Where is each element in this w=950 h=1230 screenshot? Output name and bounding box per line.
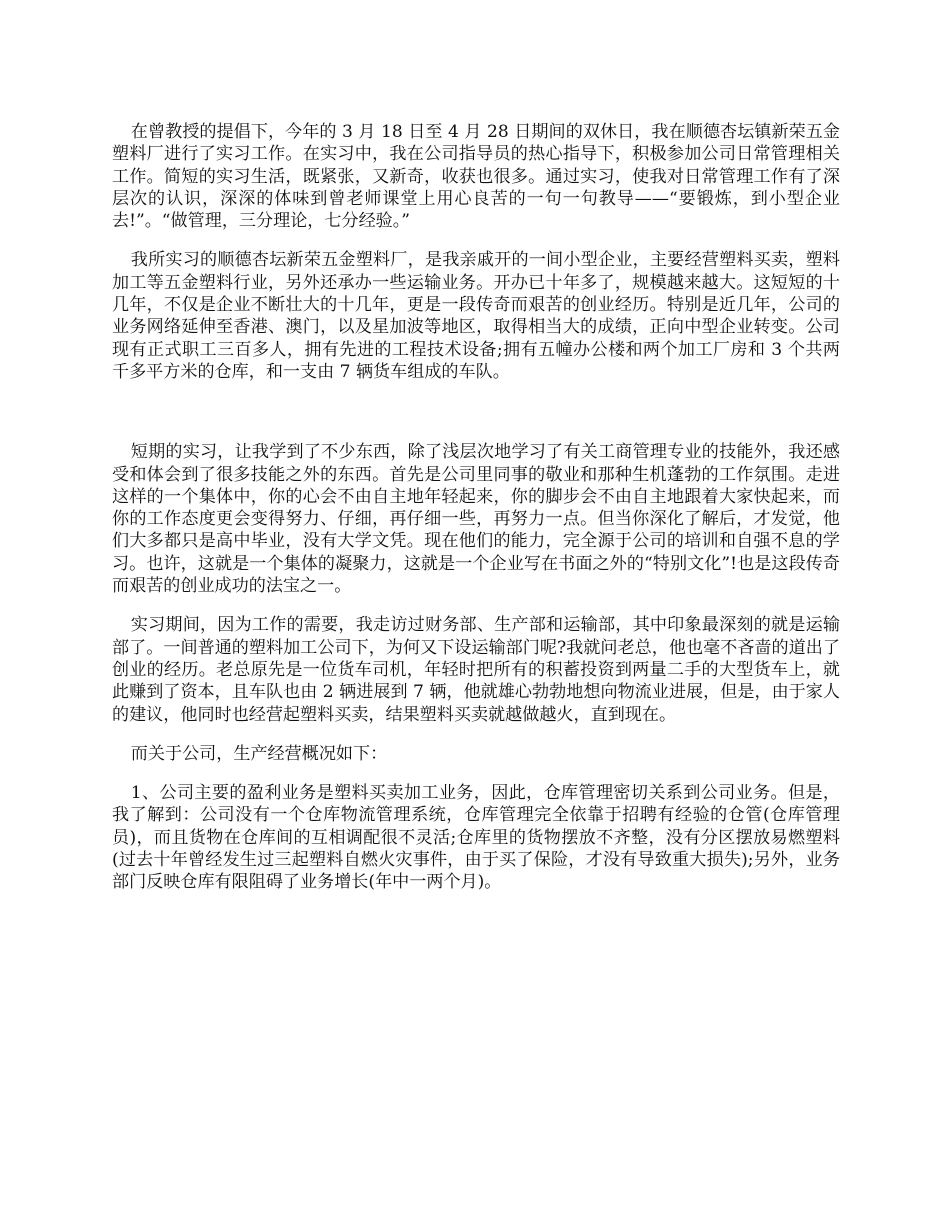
paragraph-spacer <box>112 726 840 743</box>
paragraph-spacer <box>112 232 840 249</box>
paragraph-5: 而关于公司，生产经营概况如下： <box>130 743 388 764</box>
paragraph-3: 短期的实习，让我学到了不少东西，除了浅层次地学习了有关工商管理专业的技能外，我还感受和体会到了很多技能之外的东西。首先是公司里同事的敬业和那种生机蓬勃的工作氛围。走进这样的一个集体中，你的心会不由自主地年轻起来，你的脚步会不由自主地跟着大家快起来，而你的工作态度更会变得努力、仔细，再仔细一些，再努力一点。但当你深化了解后，才发觉，他们大多都只是高中毕业，没有大学文凭。现在他们的能力，完全源于公司的培训和自强不息的学习。也许，这就是一个集体的凝聚力，这就是一个企业写在书面之外的“特别文化”!也是这段传奇而艰苦的创业成功的法宝之一。 <box>112 442 840 597</box>
paragraph-2: 我所实习的顺德杏坛新荣五金塑料厂，是我亲戚开的一间小型企业，主要经营塑料买卖，塑料加工等五金塑料行业，另外还承办一些运输业务。开办已十年多了，规模越来越大。这短短的十几年，不仅是企业不断壮大的十几年，更是一段传奇而艰苦的创业经历。特别是近几年，公司的业务网络延伸至香港、澳门，以及星加波等地区，取得相当大的成绩，正向中型企业转变。公司现有正式职工三百多人，拥有先进的工程技术设备;拥有五幢办公楼和两个加工厂房和 3 个共两千多平方米的仓库，和一支由 7 辆货车组成的车队。 <box>112 250 840 382</box>
paragraph-spacer <box>112 765 840 782</box>
paragraph-1: 在曾教授的提倡下，今年的 3 月 18 日至 4 月 28 日期间的双休日，我在顺德杏坛镇新荣五金塑料厂进行了实习工作。在实习中，我在公司指导员的热心指导下，积极参加公司日常管理相关工作。简短的实习生活，既紧张，又新奇，收获也很多。通过实习，使我对日常管理工作有了深层次的认识，深深的体味到曾老师课堂上用心良苦的一句一句教导——“要锻炼，到小型企业去!”。“做管理，三分理论，七分经验。” <box>112 122 840 232</box>
paragraph-spacer <box>112 597 840 614</box>
section-spacer <box>112 383 840 441</box>
paragraph-6: 1、公司主要的盈利业务是塑料买卖加工业务，因此，仓库管理密切关系到公司业务。但是，我了解到：公司没有一个仓库物流管理系统，仓库管理完全依靠于招聘有经验的仓管(仓库管理员)，而且货物在仓库间的互相调配很不灵活;仓库里的货物摆放不齐整，没有分区摆放易燃塑料(过去十年曾经发生过三起塑料自燃火灾事件，由于买了保险，才没有导致重大损失);另外，业务部门反映仓库有限阻碍了业务增长(年中一两个月)。 <box>112 783 840 893</box>
document-body <box>112 121 840 894</box>
paragraph-4: 实习期间，因为工作的需要，我走访过财务部、生产部和运输部，其中印象最深刻的就是运输部了。一间普通的塑料加工公司下，为何又下设运输部门呢?我就问老总，他也毫不吝啬的道出了创业的经历。老总原先是一位货车司机，年轻时把所有的积蓄投资到两量二手的大型货车上，就此赚到了资本，且车队也由 2 辆进展到 7 辆，他就雄心勃勃地想向物流业进展，但是，由于家人的建议，他同时也经营起塑料买卖，结果塑料买卖就越做越火，直到现在。 <box>112 615 840 725</box>
